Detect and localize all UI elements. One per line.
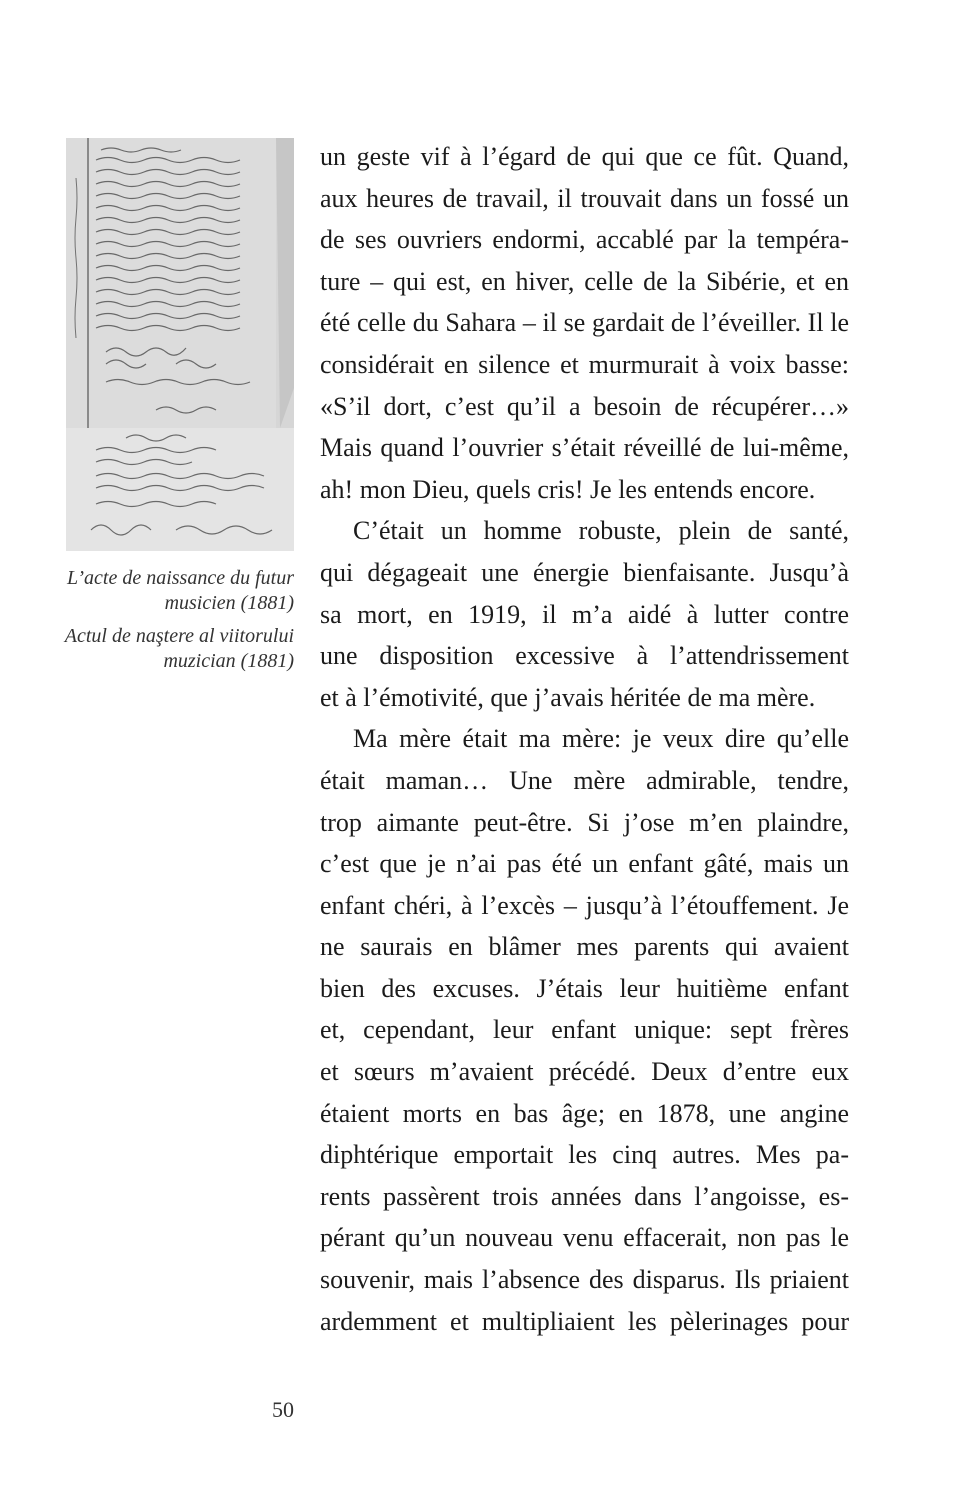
text-line: considérait en silence et murmurait à voix basse: (320, 349, 849, 379)
text-line: ne saurais en blâmer mes parents qui avaient (320, 932, 849, 962)
text-line: Mais quand l’ouvrier s’était réveillé de lui-même, (320, 433, 849, 463)
text-line: trop aimante peut-être. Si j’ose m’en plaindre, (320, 807, 849, 837)
text-line: C’était un homme robuste, plein de santé, (353, 516, 849, 546)
text-line: Ma mère était ma mère: je veux dire qu’elle (353, 724, 849, 754)
text-line: été celle du Sahara – il se gardait de l’éveiller. Il le (320, 308, 849, 338)
text-line: sa mort, en 1919, il m’a aidé à lutter contre (320, 599, 849, 629)
page-number: 50 (272, 1397, 294, 1422)
handwritten-document-image (66, 138, 294, 551)
text-line: enfant chéri, à l’excès – jusqu’à l’étouffement. Je (320, 890, 849, 920)
text-line: souvenir, mais l’absence des disparus. Ils priaient (320, 1265, 849, 1295)
caption-french: L’acte de naissance du futur musicien (1881) (66, 567, 294, 614)
text-line: c’est que je n’ai pas été un enfant gâté, mais un (320, 849, 849, 879)
figure-captions (60, 566, 294, 682)
text-line: «S’il dort, c’est qu’il a besoin de récupérer…» (320, 391, 849, 421)
text-line: bien des excuses. J’étais leur huitième enfant (320, 973, 849, 1003)
text-line: un geste vif à l’égard de qui que ce fût. Quand, (320, 142, 849, 171)
text-line: diphtérique emportait les cinq autres. Mes pa- (320, 1140, 849, 1170)
birth-certificate-photo (66, 138, 294, 551)
text-line: étaient morts en bas âge; en 1878, une angine (320, 1098, 849, 1128)
text-line: de ses ouvriers endormi, accablé par la tempéra- (320, 225, 849, 255)
text-line: pérant qu’un nouveau venu effacerait, non pas le (320, 1223, 849, 1253)
text-line: une disposition excessive à l’attendrissement (320, 641, 849, 671)
text-line: était maman… Une mère admirable, tendre, (320, 765, 849, 795)
body-text (320, 136, 849, 1342)
text-line: rents passèrent trois années dans l’angoisse, es- (320, 1181, 849, 1211)
caption-romanian: Actul de naştere al viitorului muzician (1881) (64, 625, 294, 672)
text-line: et sœurs m’avaient précédé. Deux d’entre eux (320, 1057, 849, 1087)
text-line: qui dégageait une énergie bienfaisante. Jusqu’à (320, 557, 849, 587)
text-line: ah! mon Dieu, quels cris! Je les entends encore. (320, 474, 816, 504)
text-line: et, cependant, leur enfant unique: sept frères (320, 1015, 849, 1045)
text-line: ture – qui est, en hiver, celle de la Sibérie, et en (320, 266, 849, 296)
text-line: et à l’émotivité, que j’avais héritée de ma mère. (320, 682, 816, 712)
text-line: ardemment et multipliaient les pèlerinages pour (320, 1306, 849, 1336)
text-line: aux heures de travail, il trouvait dans un fossé un (320, 183, 849, 213)
